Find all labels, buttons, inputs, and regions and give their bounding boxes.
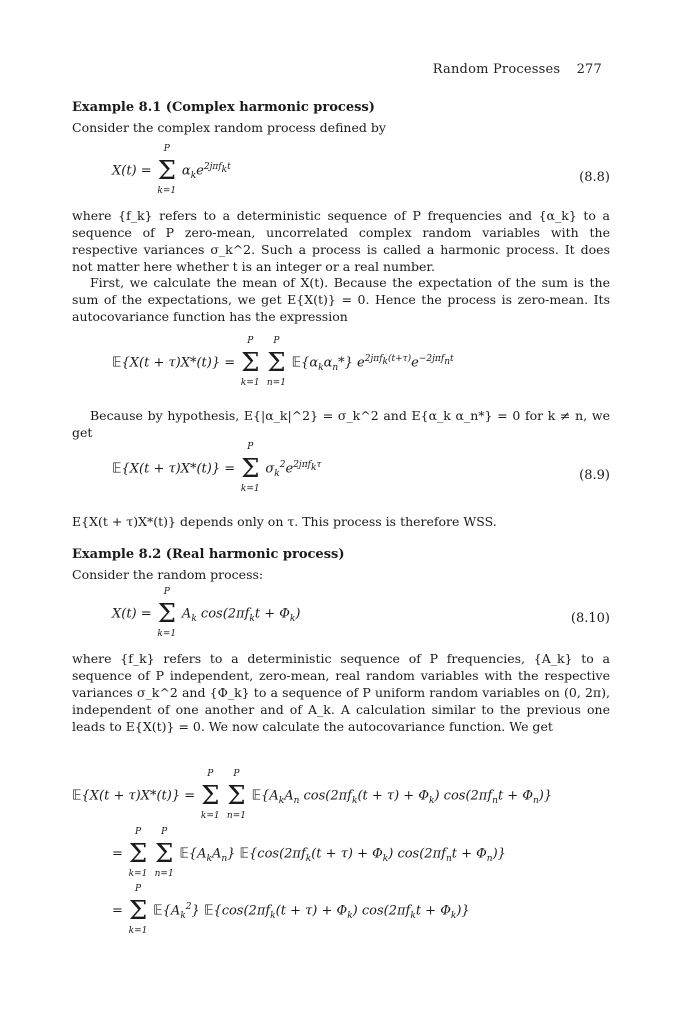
example-8-1-paragraph-1: where {f_k} refers to a deterministic sequence of P frequencies and {α_k} to a sequence of P zero-mean, uncorrelated complex random variables with the respective variances σ_k^2. Such a process is called a harmonic process. It does not matter here whether t is an integer or a real number.	[72, 208, 610, 274]
autocovariance-line-2: = P Σ k=1 P Σ n=1 $𝔼\{A_kA_n\}$ $𝔼\{\cos(2\pi f_k(t + \tau) + \Phi_k) \cos(2\pi f_nt + \Phi_n)\}$	[112, 827, 506, 879]
equation-8-9: 𝔼{X(t + τ)X*(t)} = P Σ k=1 $\sigma_k^2e^{2j\pi f_k\tau}$	[112, 442, 322, 494]
example-8-1-paragraph-3: Because by hypothesis, E{|α_k|^2} = σ_k^2 and E{α_k α_n*} = 0 for k ≠ n, we get	[72, 408, 610, 440]
example-8-1-paragraph-4: E{X(t + τ)X*(t)} depends only on τ. This process is therefore WSS.	[72, 514, 497, 529]
example-8-2-intro: Consider the random process:	[72, 567, 264, 582]
example-8-2-paragraph-1: where {f_k} refers to a deterministic sequence of P frequencies, {A_k} to a sequence of P independent, zero-mean, real random variables with the respective variances σ_k^2 and {Φ_k} to a sequence of P uniform random variables on (0, 2π), independent of one another and of A_k. A calculation similar to the previous one leads to E{X(t)} = 0. We now calculate the autocovariance function. We get	[72, 651, 610, 734]
equation-8-10: X(t) = P Σ k=1 $A_k$ $\cos(2\pi f_kt + \Phi_k)$	[112, 587, 301, 639]
example-8-2-heading: Example 8.2 (Real harmonic process)	[72, 547, 345, 562]
equation-number-8-9: (8.9)	[579, 468, 610, 483]
running-header	[433, 62, 602, 77]
equation-8-8: X(t) = P Σ k=1 $\alpha_ke^{2j\pi f_kt}$	[112, 144, 231, 196]
example-8-1-intro: Consider the complex random process defined by	[72, 120, 386, 135]
equation-number-8-8: (8.8)	[579, 170, 610, 185]
autocovariance-equation: 𝔼{X(t + τ)X*(t)} = P Σ k=1 P Σ n=1 $𝔼\{\alpha_k\alpha_n*\}$ $e^{2j\pi f_k(t+\tau)}e^{-2j\pi f_nt}$	[112, 336, 454, 388]
running-title: Random Processes	[432, 62, 561, 77]
equation-number-8-10: (8.10)	[570, 611, 610, 626]
example-8-1-heading: Example 8.1 (Complex harmonic process)	[72, 100, 375, 115]
autocovariance-line-3: = P Σ k=1 $𝔼\{A_k^2\}$ $𝔼\{\cos(2\pi f_k(t + \tau) + \Phi_k) \cos(2\pi f_kt + \Phi_k)\}$	[112, 884, 470, 936]
autocovariance-line-1: 𝔼{X(t + τ)X*(t)} = P Σ k=1 P Σ n=1 $𝔼\{A_kA_n$ $\cos(2\pi f_k(t + \tau) + \Phi_k) \cos(2\pi f_nt + \Phi_n)$}	[72, 769, 553, 821]
example-8-1-paragraph-2: First, we calculate the mean of X(t). Because the expectation of the sum is the sum of the expectations, we get E{X(t)} = 0. Hence the process is zero-mean. Its autocovariance function has the expression	[72, 275, 610, 324]
page-number: 277	[576, 62, 602, 77]
